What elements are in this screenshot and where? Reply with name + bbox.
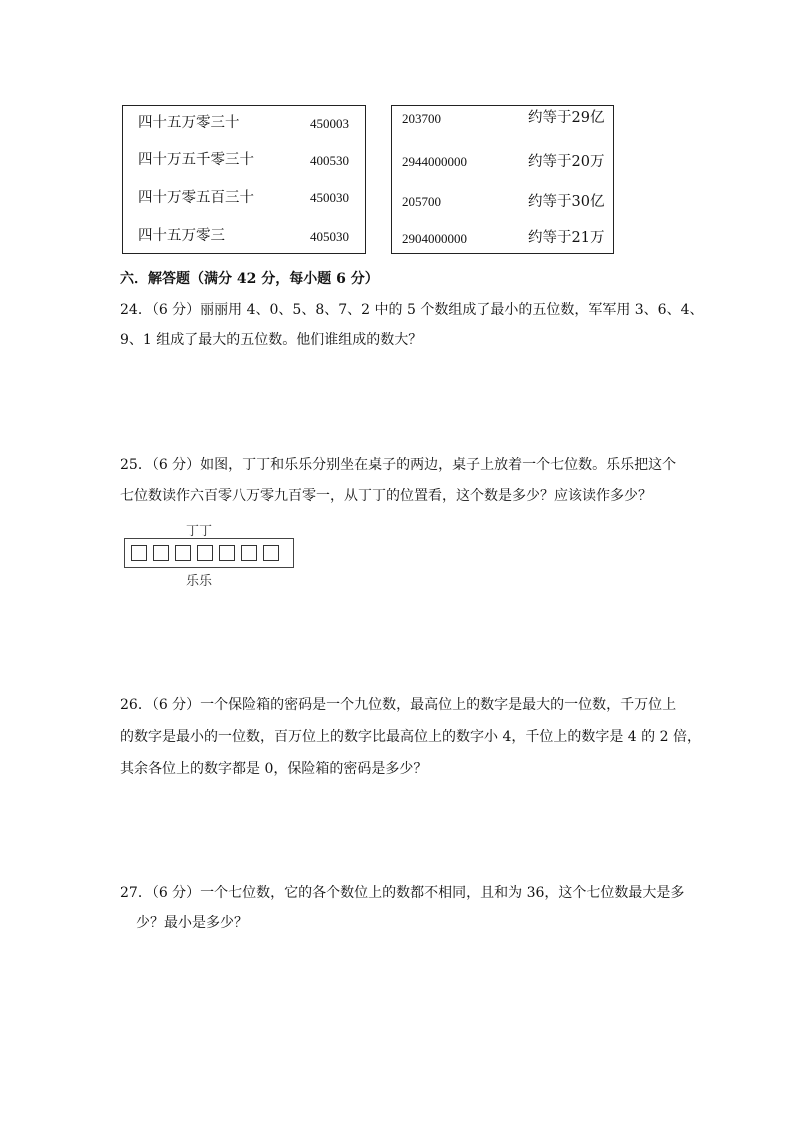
left-digits-3: 450030 <box>310 190 349 205</box>
left-word-3: 四十万零五百三十 <box>138 190 254 206</box>
q26-line-2: 的数字是最小的一位数，百万位上的数字比最高位上的数字小 4，千位上的数字是 4 的 2 倍， <box>120 729 701 745</box>
q26-line-3: 其余各位上的数字都是 0，保险箱的密码是多少？ <box>120 761 428 777</box>
digit-box-4 <box>197 545 213 561</box>
digit-box-5 <box>219 545 235 561</box>
right-approx-2: 约等于20万 <box>528 154 605 170</box>
q24-line-2: 9、1 组成了最大的五位数。他们谁组成的数大？ <box>120 332 423 348</box>
right-approx-1: 约等于29亿 <box>528 110 605 126</box>
digit-box-1 <box>131 545 147 561</box>
right-approx-4: 约等于21万 <box>528 230 605 246</box>
left-word-4: 四十五万零三 <box>138 228 225 244</box>
digit-box-7 <box>263 545 279 561</box>
q25-line-1: 25．（6 分）如图，丁丁和乐乐分别坐在桌子的两边，桌子上放着一个七位数。乐乐把这个 <box>120 457 677 473</box>
q25-line-2: 七位数读作六百零八万零九百零一，从丁丁的位置看，这个数是多少？应该读作多少？ <box>120 488 652 504</box>
digit-box-2 <box>153 545 169 561</box>
left-digits-2: 400530 <box>310 153 349 168</box>
label-lele: 乐乐 <box>186 574 213 589</box>
right-number-2: 2944000000 <box>402 154 467 169</box>
q27-line-2: 少？最小是多少？ <box>136 915 248 931</box>
label-dingding: 丁丁 <box>186 524 213 539</box>
q24-line-1: 24．（6 分）丽丽用 4、0、5、8、7、2 中的 5 个数组成了最小的五位数，军军用 3、6、4、 <box>120 302 704 318</box>
left-digits-4: 405030 <box>310 229 349 244</box>
left-digits-1: 450003 <box>310 116 349 131</box>
q27-line-1: 27．（6 分）一个七位数，它的各个数位上的数都不相同，且和为 36，这个七位数最大是多 <box>120 885 685 901</box>
left-word-1: 四十五万零三十 <box>138 115 240 131</box>
digit-box-6 <box>241 545 257 561</box>
left-word-2: 四十万五千零三十 <box>138 152 254 168</box>
right-number-1: 203700 <box>402 111 441 126</box>
section-heading: 六．解答题（满分 42 分，每小题 6 分） <box>120 271 379 287</box>
right-number-4: 2904000000 <box>402 231 467 246</box>
right-approx-3: 约等于30亿 <box>528 194 605 210</box>
digit-box-3 <box>175 545 191 561</box>
right-number-3: 205700 <box>402 194 441 209</box>
q26-line-1: 26．（6 分）一个保险箱的密码是一个九位数，最高位上的数字是最大的一位数，千万位上 <box>120 697 677 713</box>
